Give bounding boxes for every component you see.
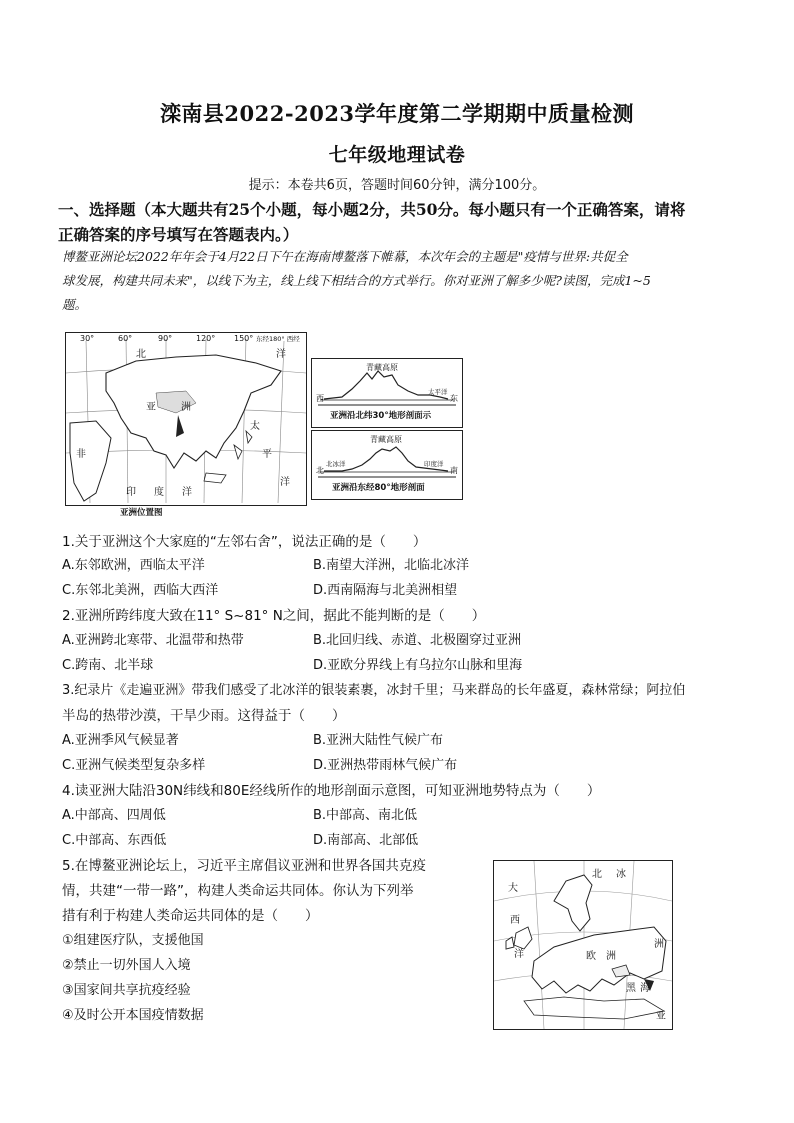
question-2-option-c: C.跨南、北半球 xyxy=(62,658,154,673)
asia-map-caption: 亚洲位置图 xyxy=(120,508,163,518)
question-5-item-4: ④及时公开本国疫情数据 xyxy=(62,1008,204,1023)
profile2-caption: 亚洲沿东经80°地形剖面 xyxy=(332,483,425,493)
europe-map xyxy=(493,860,673,1030)
question-3-stem: 3.纪录片《走遍亚洲》带我们感受了北冰洋的银装素裹，冰封千里；马来群岛的长年盛夏，森林常绿；阿拉伯 xyxy=(62,683,686,698)
question-1-option-a: A.东邻欧洲，西临太平洋 xyxy=(62,558,205,573)
lon-60-label: 60° xyxy=(118,334,133,343)
question-5-item-3: ③国家间共享抗疫经验 xyxy=(62,983,191,998)
map-char-yang2: 洋 xyxy=(182,487,192,498)
intro-line3: 题。 xyxy=(62,297,88,312)
profile1-east: 东 xyxy=(450,394,458,403)
map-char-yin: 印 xyxy=(126,487,136,498)
europe-char-bei: 北 xyxy=(592,869,602,880)
question-2-option-a: A.亚洲跨北寒带、北温带和热带 xyxy=(62,633,244,648)
question-5-stem-line3: 措有利于构建人类命运共同体的是（ ） xyxy=(62,908,319,924)
europe-char-zhou: 洲 xyxy=(654,939,664,950)
profile1-caption: 亚洲沿北纬30°地形剖面示 xyxy=(330,411,432,421)
question-2-option-b: B.北回归线、赤道、北极圈穿过亚洲 xyxy=(313,633,522,648)
profile1-west: 西 xyxy=(316,394,324,403)
question-1-option-d: D.西南隔海与北美洲相望 xyxy=(313,583,458,598)
lon-30-label: 30° xyxy=(80,334,95,343)
europe-char-zhou2: 洲 xyxy=(606,951,616,962)
question-1-option-b: B.南望大洋洲，北临北冰洋 xyxy=(313,558,470,573)
lon-150-label: 150° xyxy=(234,334,254,343)
profile2-south: 南 xyxy=(450,466,458,475)
profile-30n xyxy=(311,358,463,428)
intro-line2: 球发展，构建共同未来"，以线下为主，线上线下相结合的方式举行。你对亚洲了解多少呢?读图，完成1~5 xyxy=(62,273,651,288)
intro-paragraph xyxy=(62,245,740,317)
map-char-ping: 平 xyxy=(262,449,272,460)
map-char-fei: 非 xyxy=(76,449,86,460)
map-char-bei: 北 xyxy=(136,349,146,360)
lon-180-label: 东经180° 西经 xyxy=(256,335,300,343)
profile1-sea: 太平洋 xyxy=(428,388,448,396)
question-2-stem: 2.亚洲所跨纬度大致在11° S~81° N之间，据此不能判断的是（ ） xyxy=(62,608,486,624)
map-char-tai: 太 xyxy=(250,421,260,432)
question-4-option-b: B.中部高、南北低 xyxy=(313,808,418,823)
europe-char-ya: 亚 xyxy=(656,1011,666,1022)
map-char-zhou: 洲 xyxy=(181,402,191,413)
europe-char-yang: 洋 xyxy=(514,949,524,960)
lon-90-label: 90° xyxy=(158,334,173,343)
map-char-ya: 亚 xyxy=(146,402,156,413)
intro-line1: 博鳌亚洲论坛2022年年会于4月22日下午在海南博鳌落下帷幕，本次年会的主题是"疫情与世界:共促全 xyxy=(62,249,628,264)
question-5-stem-line2: 情，共建“一带一路”，构建人类命运共同体。你认为下列举 xyxy=(62,883,414,899)
question-1-stem: 1.关于亚洲这个大家庭的“左邻右舍”，说法正确的是（ ） xyxy=(62,534,427,550)
question-2-option-d: D.亚欧分界线上有乌拉尔山脉和里海 xyxy=(313,658,523,673)
exam-hint: 提示：本卷共6页，答题时间60分钟，满分100分。 xyxy=(248,178,546,193)
question-5-item-1: ①组建医疗队，支援他国 xyxy=(62,933,204,948)
section-heading-line2: 正确答案的序号填写在答题表内。） xyxy=(58,225,299,244)
section-heading-line1: 一、选择题（本大题共有25个小题，每小题2分，共50分。每小题只有一个正确答案，请将 xyxy=(58,200,686,219)
europe-char-xi: 西 xyxy=(510,915,520,926)
europe-char-ou: 欧 xyxy=(586,951,596,962)
asia-location-map xyxy=(65,332,307,506)
question-4-option-a: A.中部高、四周低 xyxy=(62,808,166,823)
europe-char-bing: 冰 xyxy=(616,869,626,880)
exam-subtitle: 七年级地理试卷 xyxy=(328,144,466,166)
asia-map-drawing xyxy=(66,333,306,505)
profile2-left-sea: 北冰洋 xyxy=(326,460,346,468)
question-5-item-2: ②禁止一切外国人入境 xyxy=(62,958,191,973)
map-char-yang3: 洋 xyxy=(280,477,290,488)
profile2-north: 北 xyxy=(316,466,324,475)
question-3-option-c: C.亚洲气候类型复杂多样 xyxy=(62,758,206,773)
europe-char-hai: 海 xyxy=(640,983,650,994)
question-4-option-d: D.南部高、北部低 xyxy=(313,833,419,848)
question-1-option-c: C.东邻北美洲，西临大西洋 xyxy=(62,583,219,598)
question-3-option-a: A.亚洲季风气候显著 xyxy=(62,733,179,748)
question-3-option-b: B.亚洲大陆性气候广布 xyxy=(313,733,444,748)
profile2-peak: 青藏高原 xyxy=(370,435,402,444)
profile-80e xyxy=(311,430,463,500)
question-5-stem-line1: 5.在博鳌亚洲论坛上，习近平主席倡议亚洲和世界各国共克疫 xyxy=(62,858,426,874)
profile1-peak: 青藏高原 xyxy=(366,363,398,372)
question-3-stem-line2: 半岛的热带沙漠，干旱少雨。这得益于（ ） xyxy=(62,708,346,724)
europe-char-hei: 黑 xyxy=(626,983,636,994)
question-4-option-c: C.中部高、东西低 xyxy=(62,833,167,848)
profile2-right-sea: 印度洋 xyxy=(424,460,444,468)
exam-title: 滦南县2022-2023学年度第二学期期中质量检测 xyxy=(159,101,635,126)
lon-120-label: 120° xyxy=(196,334,216,343)
europe-char-da: 大 xyxy=(508,883,518,894)
section-heading xyxy=(58,197,748,247)
map-char-yang: 洋 xyxy=(276,349,286,360)
map-char-du: 度 xyxy=(154,487,164,498)
question-3-option-d: D.亚洲热带雨林气候广布 xyxy=(313,758,458,773)
question-4-stem: 4.读亚洲大陆沿30N纬线和80E经线所作的地形剖面示意图，可知亚洲地势特点为（ ） xyxy=(62,783,601,799)
